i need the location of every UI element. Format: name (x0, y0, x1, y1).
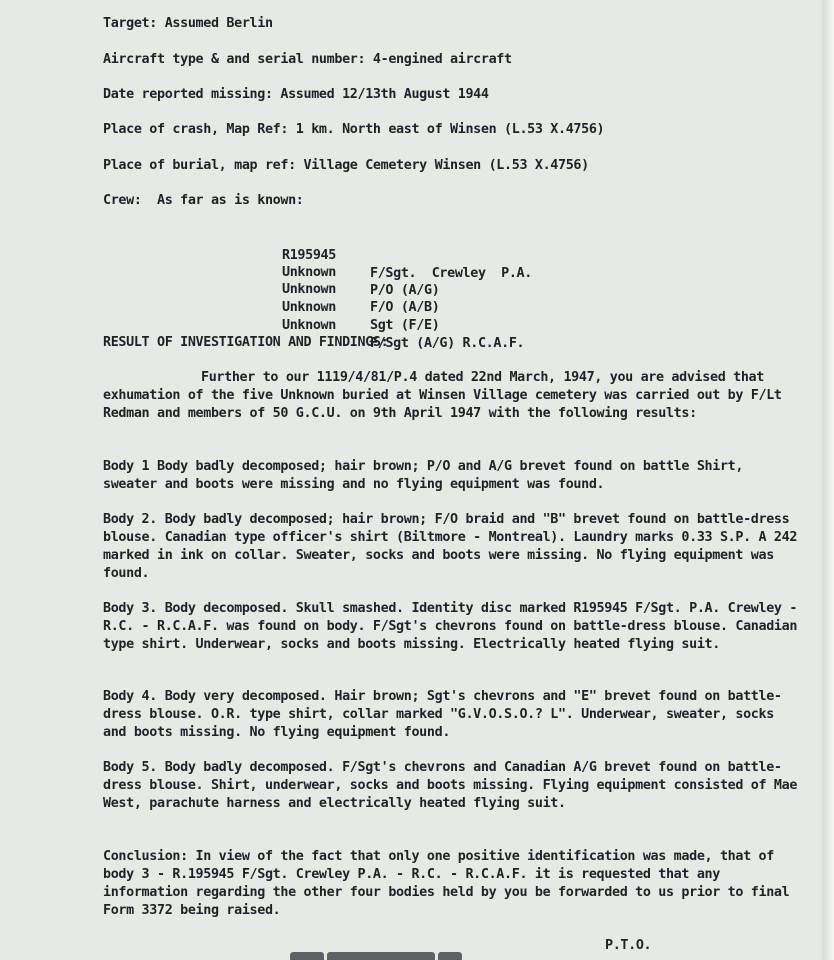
crew-service-number: Unknown (282, 318, 336, 333)
aircraft-line: Aircraft type & and serial number: 4-engined aircraft (103, 52, 512, 67)
body-3-paragraph: Body 3. Body decomposed. Skull smashed. Identity disc marked R195945 F/Sgt. P.A. Crewley - R.C. - R.C.A.F. was found on body. F/Sgt's chevrons found on battle-dress blouse. Canadian type shirt. Underwear, socks and boots missing. Electrically heated flying suit. (103, 601, 798, 652)
place-crash-line: Place of crash, Map Ref: 1 km. North east of Winsen (L.53 X.4756) (103, 122, 605, 137)
pto-note: P.T.O. (605, 938, 652, 953)
body-4-paragraph: Body 4. Body very decomposed. Hair brown; Sgt's chevrons and "E" brevet found on battle-dress blouse. O.R. type shirt, collar marked "G.V.O.S.O.? L". Underwear, sweater, socks and boots missing. No flying equipment found. (103, 689, 782, 740)
crew-detail: F/O (A/B) (370, 300, 440, 315)
section-heading: RESULT OF INVESTIGATION AND FINDINGS: (103, 335, 389, 350)
intro-paragraph: Further to our 1119/4/81/P.4 dated 22nd March, 1947, you are advised that exhumation of the five Unknown buried at Winsen Village cemetery was carried out by F/Lt Redman and members of 50 G.C.U. on 9th April 1947 with the following results: (103, 370, 782, 421)
scan-edge-tab (438, 952, 462, 960)
crew-detail: P/O (A/G) (370, 283, 440, 298)
crew-detail: F/Sgt (A/G) R.C.A.F. (370, 336, 525, 351)
date-missing-line: Date reported missing: Assumed 12/13th August 1944 (103, 87, 489, 102)
crew-service-number: Unknown (282, 282, 336, 297)
scan-edge-tab (290, 952, 324, 960)
crew-detail: Sgt (F/E) (370, 318, 440, 333)
scan-edge-tab (327, 952, 435, 960)
body-5-paragraph: Body 5. Body badly decomposed. F/Sgt's chevrons and Canadian A/G brevet found on battle-dress blouse. Shirt, underwear, socks and boots missing. Flying equipment consisted of Mae West, parachute harness and electrically heated flying suit. (103, 760, 798, 811)
conclusion-paragraph: Conclusion: In view of the fact that only one positive identification was made, that of body 3 - R.195945 F/Sgt. Crewley P.A. - R.C. - R.C.A.F. it is requested that any information regarding the other four bodies held by you be forwarded to us prior to final Form 3372 being raised. (103, 849, 790, 918)
place-burial-line: Place of burial, map ref: Village Cemetery Winsen (L.53 X.4756) (103, 158, 589, 173)
crew-intro-line: Crew: As far as is known: (103, 193, 304, 208)
crew-service-number: Unknown (282, 300, 336, 315)
crew-service-number: R195945 (282, 248, 336, 263)
body-1-paragraph: Body 1 Body badly decomposed; hair brown; P/O and A/G brevet found on battle Shirt, sweater and boots were missing and no flying equipment was found. (103, 459, 744, 492)
page-edge (822, 0, 834, 960)
crew-detail: F/Sgt. Crewley P.A. (370, 266, 532, 281)
target-line: Target: Assumed Berlin (103, 16, 273, 31)
body-2-paragraph: Body 2. Body badly decomposed; hair brown; F/O braid and "B" brevet found on battle-dress blouse. Canadian type officer's shirt (Biltmore - Montreal). Laundry marks 0.33 S.P. A 242 marked in ink on collar. Sweater, socks and boots were missing. No flying equipment was found. (103, 512, 798, 581)
crew-service-number: Unknown (282, 265, 336, 280)
